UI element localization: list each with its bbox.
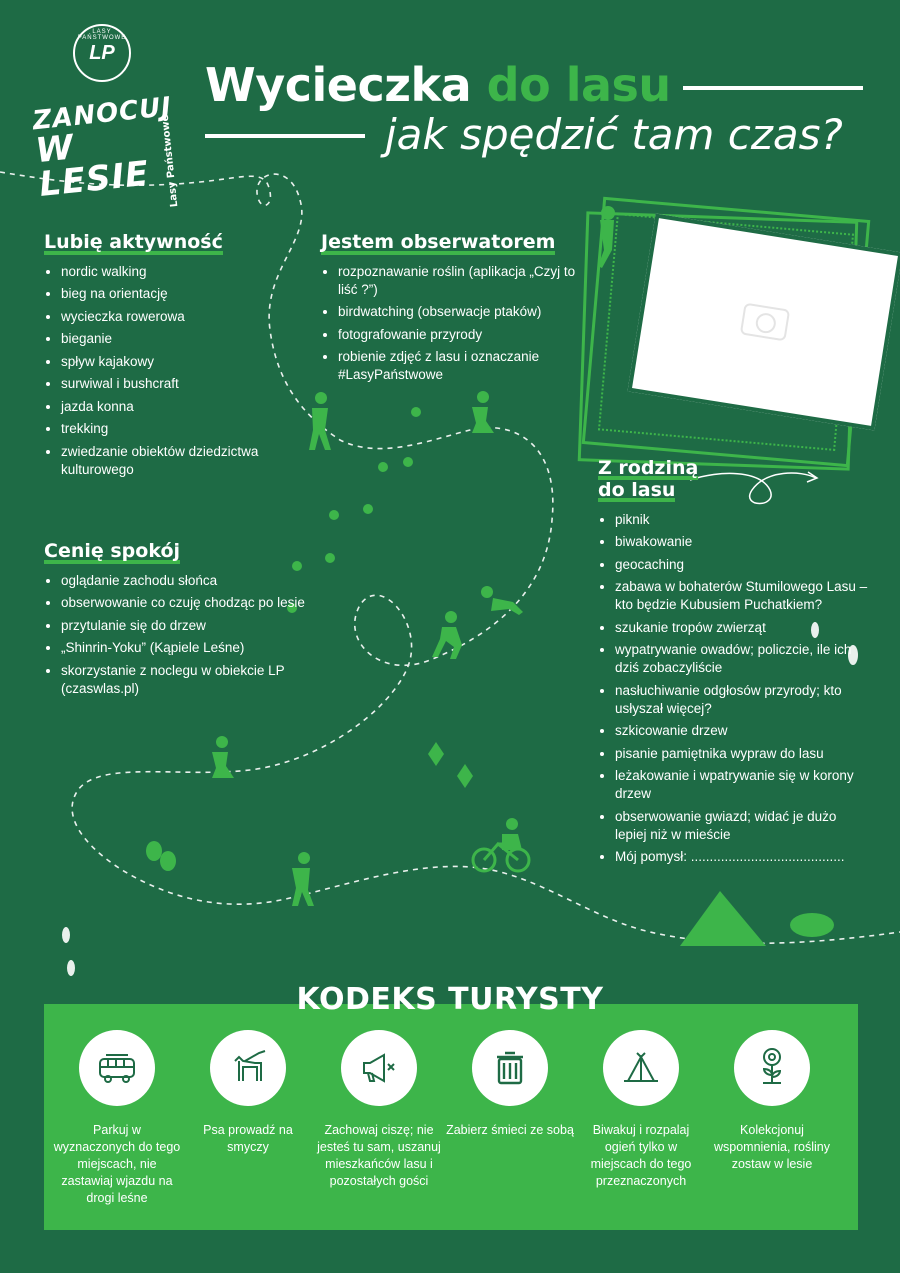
list-item: piknik	[598, 511, 868, 529]
camera-icon	[740, 303, 790, 342]
list-item: skorzystanie z noclegu w obiekcie LP (czaswlas.pl)	[44, 662, 314, 698]
section-heading	[598, 458, 698, 503]
heading-line2: do lasu	[598, 478, 676, 501]
rule-text: Psa prowadź na smyczy	[203, 1123, 293, 1154]
section-aktywnosc	[44, 232, 284, 483]
flower-icon	[734, 1030, 810, 1106]
list-item: zabawa w bohaterów Stumilowego Lasu – kto będzie Kubusiem Puchatkiem?	[598, 578, 868, 614]
rule-text: Kolekcjonuj wspomnienia, rośliny zostaw w lesie	[713, 1123, 831, 1171]
list-item: wypatrywanie owadów; policzcie, ile ich dziś zobaczyliście	[598, 641, 868, 677]
rule-silence	[314, 1030, 444, 1190]
list-item: „Shinrin-Yoku” (Kąpiele Leśne)	[44, 639, 314, 657]
dog-leash-icon	[210, 1030, 286, 1106]
list-item: surwiwal i bushcraft	[44, 375, 284, 393]
list-item: birdwatching (obserwacje ptaków)	[321, 303, 591, 321]
list-item: wycieczka rowerowa	[44, 308, 284, 326]
rule-trash	[445, 1030, 575, 1139]
kodeks-title: KODEKS TURYSTY	[296, 982, 604, 1017]
zanocuj-w-lesie-stamp	[31, 91, 181, 208]
kodeks-turysty-panel	[44, 1004, 858, 1230]
list-item: szkicowanie drzew	[598, 722, 868, 740]
bicycle	[473, 844, 529, 871]
rule-parking	[52, 1030, 182, 1207]
title-divider-right	[683, 86, 863, 90]
tent-and-boar	[680, 891, 834, 946]
list-item: fotografowanie przyrody	[321, 326, 591, 344]
heading-line1: Z rodziną	[598, 457, 699, 479]
trash-bin-icon	[472, 1030, 548, 1106]
rule-flowers	[707, 1030, 837, 1173]
rule-dog	[183, 1030, 313, 1156]
list-item: oglądanie zachodu słońca	[44, 572, 314, 590]
megaphone-mute-icon	[341, 1030, 417, 1106]
bullet-list	[44, 263, 284, 479]
stamp-side-text: Lasy Państwowe	[159, 113, 181, 208]
list-item: bieganie	[44, 330, 284, 348]
list-item: geocaching	[598, 556, 868, 574]
tent-icon	[603, 1030, 679, 1106]
title-part1: Wycieczka	[205, 58, 472, 112]
section-heading: Lubię aktywność	[44, 231, 223, 253]
page-subtitle: jak spędzić tam czas?	[385, 110, 843, 159]
title-part2: do lasu	[486, 58, 671, 112]
list-item: Mój pomysł: .........................................	[598, 848, 868, 866]
stamp-line2: W LESIE	[33, 127, 152, 205]
list-item: trekking	[44, 420, 284, 438]
list-item: zwiedzanie obiektów dziedzictwa kulturowego	[44, 443, 284, 479]
stamp-line1: ZANOCUJ	[31, 91, 174, 137]
list-item: leżakowanie i wpatrywanie się w korony drzew	[598, 767, 868, 803]
van-icon	[79, 1030, 155, 1106]
rule-text: Biwakuj i rozpalaj ogień tylko w miejscach do tego przeznaczonych	[590, 1123, 692, 1188]
list-item: rozpoznawanie roślin (aplikacja „Czyj to liść ?”)	[321, 263, 591, 299]
list-item: spływ kajakowy	[44, 353, 284, 371]
photo-placeholder	[627, 214, 900, 431]
list-item: obserwowanie gwiazd; widać je dużo lepiej niż w mieście	[598, 808, 868, 844]
page-title	[205, 58, 671, 112]
list-item: szukanie tropów zwierząt	[598, 619, 868, 637]
logo-arc-text: LASY PAŃSTWOWE	[77, 29, 127, 41]
logo-monogram: LP	[89, 41, 115, 64]
section-heading: Jestem obserwatorem	[321, 231, 556, 253]
list-item: nasłuchiwanie odgłosów przyrody; kto usłyszał więcej?	[598, 682, 868, 718]
list-item: robienie zdjęć z lasu i oznaczanie #LasyPaństwowe	[321, 348, 591, 384]
leaves-and-acorns	[146, 742, 473, 871]
section-obserwator	[321, 232, 591, 389]
lasy-panstwowe-logo	[73, 24, 131, 82]
rule-camping	[576, 1030, 706, 1190]
rule-text: Zabierz śmieci ze sobą	[446, 1123, 574, 1137]
list-item: obserwowanie co czuję chodząc po lesie	[44, 594, 314, 612]
rule-text: Parkuj w wyznaczonych do tego miejscach, nie zastawiaj wjazdu na drogi leśne	[53, 1123, 181, 1205]
section-heading: Cenię spokój	[44, 540, 181, 562]
bullet-list	[598, 511, 868, 867]
list-item: biwakowanie	[598, 533, 868, 551]
list-item: przytulanie się do drzew	[44, 617, 314, 635]
list-item: bieg na orientację	[44, 285, 284, 303]
title-divider-left	[205, 134, 365, 138]
rule-text: Zachowaj ciszę; nie jesteś tu sam, uszanuj mieszkańców lasu i pozostałych gości	[317, 1123, 441, 1188]
bullet-list	[44, 572, 314, 698]
list-item: nordic walking	[44, 263, 284, 281]
section-spokoj	[44, 541, 314, 702]
list-item: pisanie pamiętnika wypraw do lasu	[598, 745, 868, 763]
section-rodzina	[598, 458, 868, 871]
list-item: jazda konna	[44, 398, 284, 416]
bullet-list	[321, 263, 591, 385]
